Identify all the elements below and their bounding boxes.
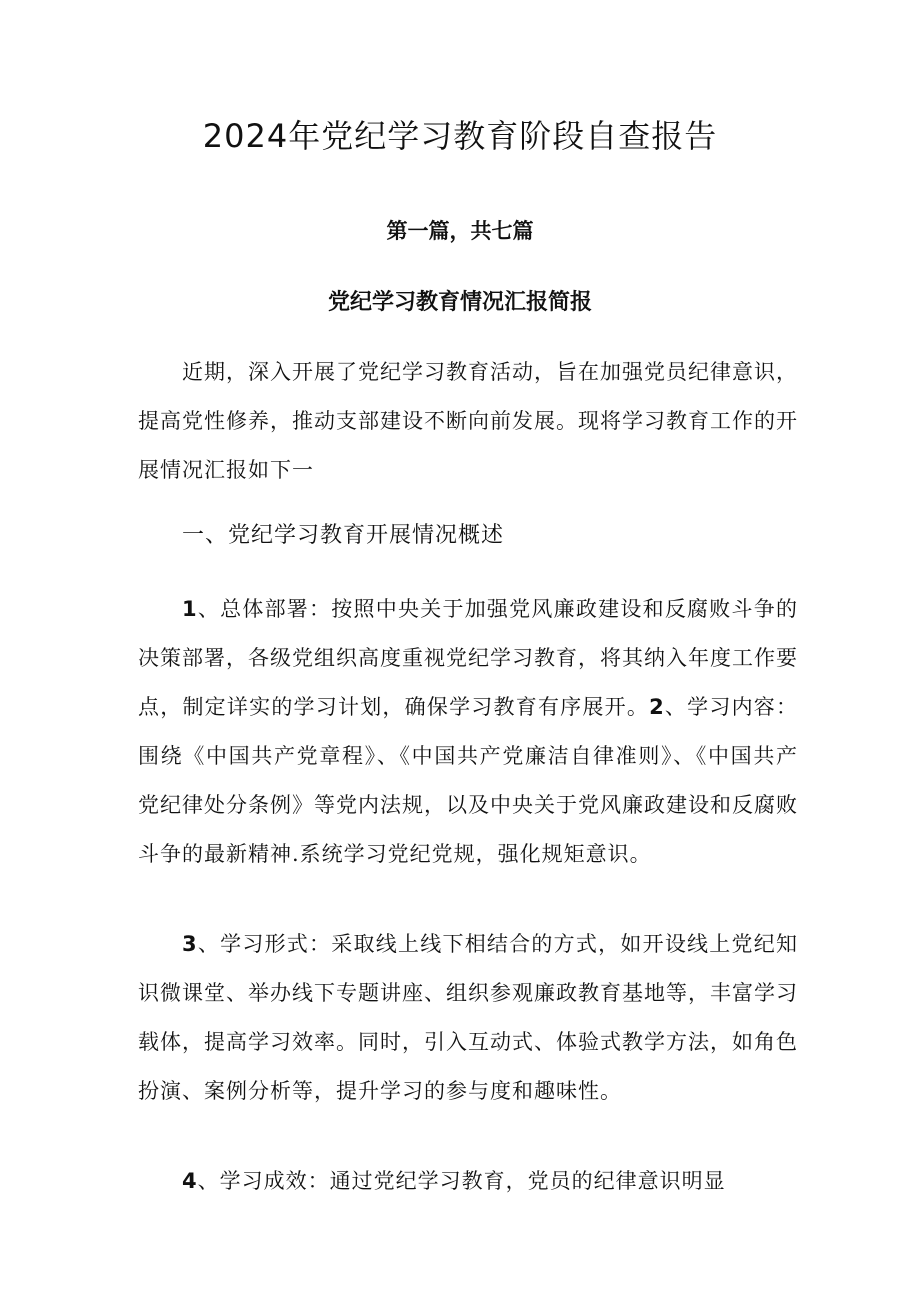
item-4-text: 、学习成效：通过党纪学习教育，党员的纪律意识明显	[197, 1169, 726, 1193]
item-2-number: 2	[649, 695, 665, 719]
item-1-text: 、总体部署：按照中央关于加强党风廉政建设和反腐败斗争的决策部署，各级党组织高度重视党纪学习教育，将其纳入年度工作要点，制定详实的学习计划，确保学习教育有序展开。	[138, 597, 798, 719]
paragraph-items-1-2	[138, 585, 798, 879]
document-subtitle: 第一篇，共七篇	[386, 219, 534, 243]
report-title: 党纪学习教育情况汇报简报	[327, 289, 592, 315]
item-4-number: 4	[182, 1169, 198, 1193]
item-3-number: 3	[182, 932, 198, 956]
item-3-text: 、学习形式：采取线上线下相结合的方式，如开设线上党纪知识微课堂、举办线下专题讲座、组织参观廉政教育基地等，丰富学习载体，提高学习效率。同时，引入互动式、体验式教学方法，如角色扮演、案例分析等，提升学习的参与度和趣味性。	[138, 932, 798, 1103]
paragraph-item-3	[138, 920, 798, 1116]
section-heading: 一、党纪学习教育开展情况概述	[182, 523, 505, 548]
intro-paragraph: 近期，深入开展了党纪学习教育活动，旨在加强党员纪律意识，提高党性修养，推动支部建设不断向前发展。现将学习教育工作的开展情况汇报如下一	[138, 360, 798, 482]
paragraph-item-4	[138, 1157, 798, 1206]
item-2-text: 、学习内容：围绕《中国共产党章程》、《中国共产党廉洁自律准则》、《中国共产党纪律处分条例》等党内法规，以及中央关于党风廉政建设和反腐败斗争的最新精神.系统学习党纪党规，强化规矩意识。	[138, 695, 799, 866]
document-title: 2024年党纪学习教育阶段自查报告	[202, 117, 718, 155]
item-1-number: 1	[182, 597, 198, 621]
